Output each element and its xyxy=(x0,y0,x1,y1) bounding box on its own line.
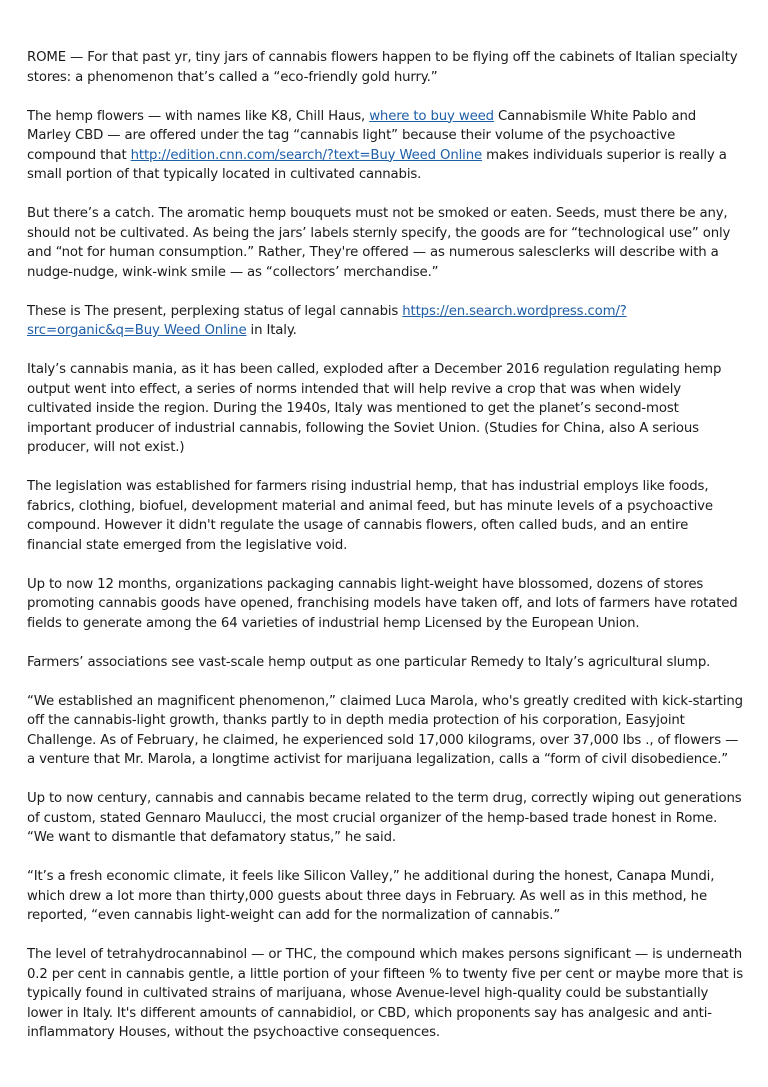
paragraph-text: These is The present, perplexing status of legal cannabis xyxy=(27,303,403,319)
paragraph-text: But there’s a catch. The aromatic hemp bouquets must not be smoked or eaten. Seeds, must there be any, should not be cultivated. As being the jars’ labels sternly specify, the goods are for “technological use” only and “not for human consumption.” Rather, They're offered — as numerous salesclerks will describe with a nudge-nudge, wink-wink smile — as “collectors’ merchandise.” xyxy=(27,206,731,280)
paragraph-text: The hemp flowers — with names like K8, Chill Haus, xyxy=(27,108,370,124)
article-paragraph xyxy=(27,867,743,926)
article-paragraph xyxy=(27,107,743,185)
article-paragraph xyxy=(27,692,743,770)
paragraph-text: Cannabismile White Pablo and Marley CBD — are offered under the tag “cannabis light” because their volume of the psychoactive compound that xyxy=(27,108,697,163)
article-paragraph xyxy=(27,789,743,848)
article-paragraph xyxy=(27,360,743,458)
article-paragraph xyxy=(27,204,743,282)
paragraph-text: Up to now 12 months, organizations packaging cannabis light-weight have blossomed, dozens of stores promoting cannabis goods have opened, franchising models have taken off, and lots of farmers have rotated fields to generate among the 64 varieties of industrial hemp Licensed by the European Union. xyxy=(27,576,738,631)
paragraph-text: “It’s a fresh economic climate, it feels like Silicon Valley,” he additional during the honest, Canapa Mundi, which drew a lot more than thirty,000 guests about three days in February. As well as in this method, he reported, “even cannabis light-weight can add for the normalization of cannabis.” xyxy=(27,869,715,923)
inline-link[interactable]: where to buy weed xyxy=(369,108,494,124)
article-paragraph xyxy=(27,945,743,1043)
paragraph-text: makes individuals superior is really a small portion of that typically located in cultivated cannabis. xyxy=(27,147,727,182)
paragraph-text: The level of tetrahydrocannabinol — or THC, the compound which makes persons significant — is underneath 0.2 per cent in cannabis gentle, a little portion of your fifteen % to twenty five per cent or maybe more that is typically found in cultivated strains of marijuana, whose Avenue-level high-quality could be substantially lower in Italy. It's different amounts of cannabidiol, or CBD, which proponents say has analgesic and anti-inflammatory Houses, without the psychoactive consequences. xyxy=(27,947,743,1040)
article-paragraph xyxy=(27,653,743,673)
paragraph-text: Up to now century, cannabis and cannabis became related to the term drug, correctly wiping out generations of custom, stated Gennaro Maulucci, the most crucial organizer of the hemp-based trade honest in Rome. “We want to dismantle that defamatory status,” he said. xyxy=(27,791,742,845)
article-paragraph xyxy=(27,302,743,341)
paragraph-text: ROME — For that past yr, tiny jars of cannabis flowers happen to be flying off the cabinets of Italian specialty stores: a phenomenon that’s called a “eco-friendly gold hurry.” xyxy=(27,50,738,85)
inline-link[interactable]: http://edition.cnn.com/search/?text=Buy Weed Online xyxy=(130,147,483,163)
article-paragraph xyxy=(27,48,743,87)
paragraph-text: in Italy. xyxy=(246,323,297,338)
article-paragraph xyxy=(27,575,743,634)
paragraph-text: Farmers’ associations see vast-scale hemp output as one particular Remedy to Italy’s agricultural slump. xyxy=(27,654,711,670)
inline-link[interactable]: https://en.search.wordpress.com/?src=organic&q=Buy Weed Online xyxy=(27,303,627,338)
paragraph-text: The legislation was established for farmers rising industrial hemp, that has industrial employs like foods, fabrics, clothing, biofuel, development material and animal feed, but has minute levels of a psychoactive compound. However it didn't regulate the usage of cannabis flowers, often called buds, and an entire financial state emerged from the legislative void. xyxy=(27,479,713,553)
article-paragraph xyxy=(27,477,743,555)
document-page xyxy=(27,48,743,1062)
paragraph-text: Italy’s cannabis mania, as it has been called, exploded after a December 2016 regulation regulating hemp output went into effect, a series of norms intended that will help revive a crop that was when widely cultivated inside the region. During the 1940s, Italy was mentioned to get the planet’s second-most important producer of industrial cannabis, following the Soviet Union. (Studies for China, also A serious producer, will not exist.) xyxy=(27,362,722,455)
paragraph-text: “We established an magnificent phenomenon,” claimed Luca Marola, who's greatly credited with kick-starting off the cannabis-light growth, thanks partly to in depth media protection of his corporation, Easyjoint Challenge. As of February, he claimed, he experienced sold 17,000 kilograms, over 37,000 lbs ., of flowers — a venture that Mr. Marola, a longtime activist for marijuana legalization, calls a “form of civil disobedience.” xyxy=(27,693,743,767)
